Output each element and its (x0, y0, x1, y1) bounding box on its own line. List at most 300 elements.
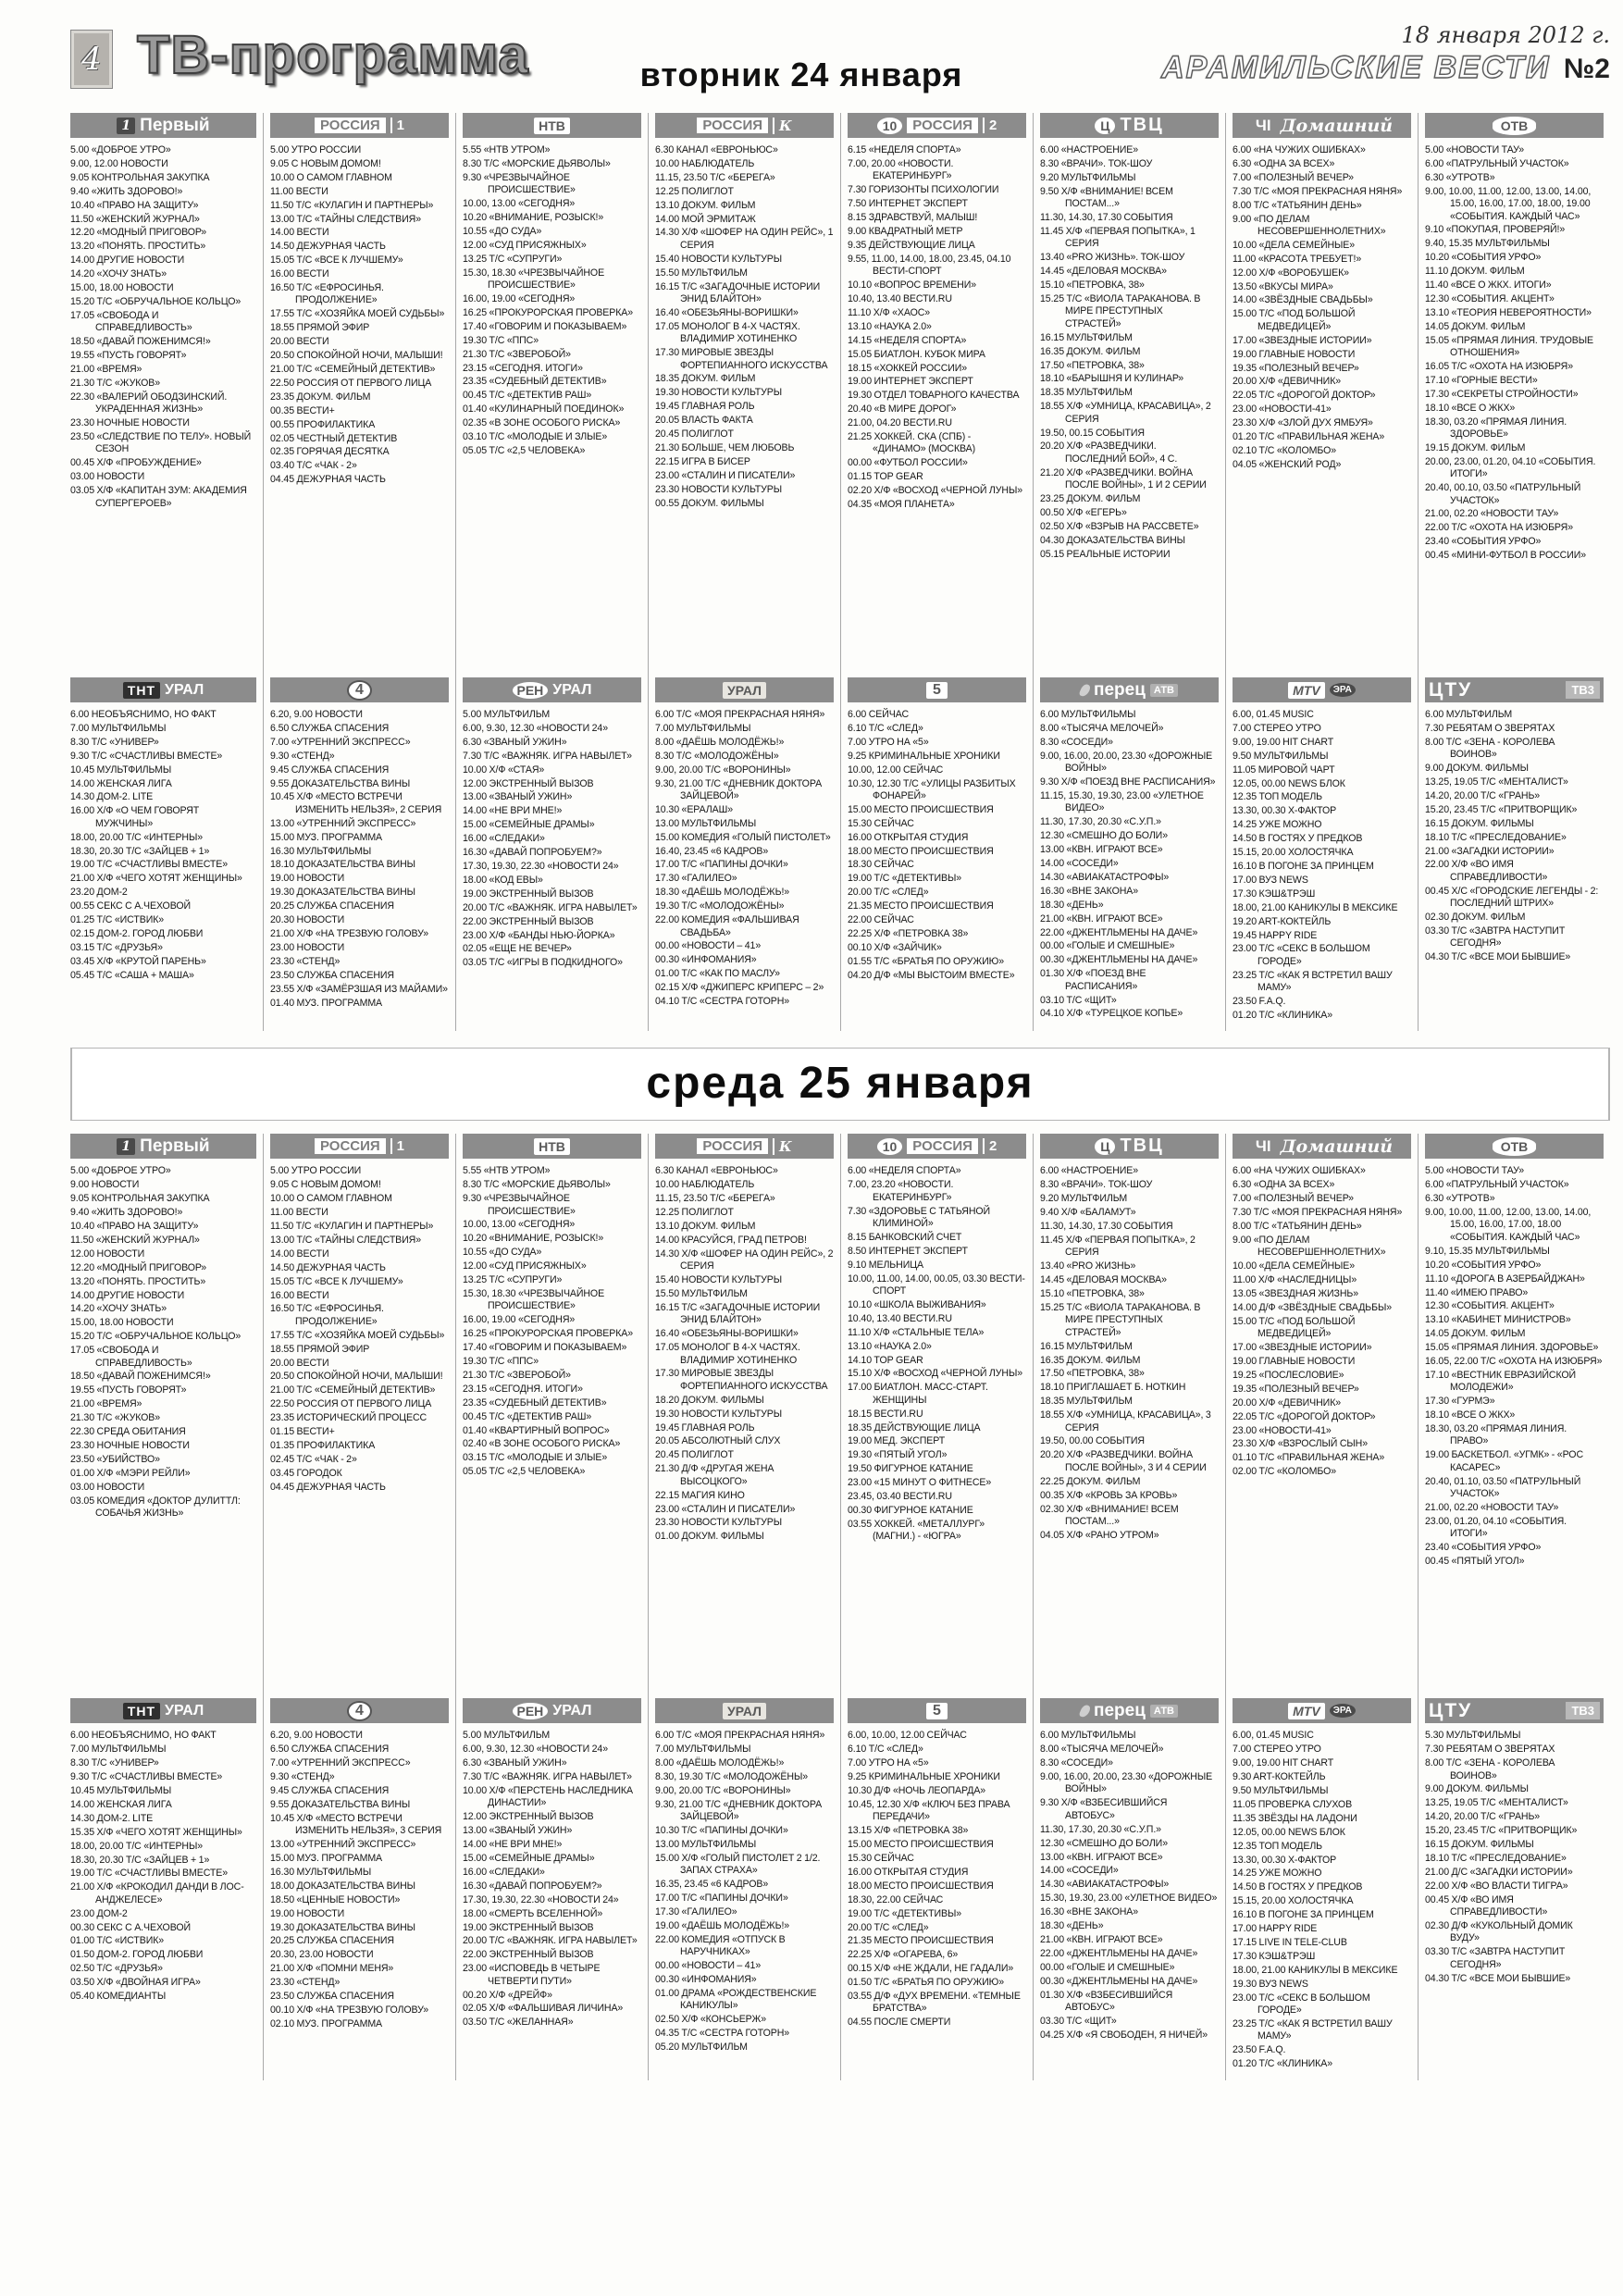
program-line: 23.35 ИСТОРИЧЕСКИЙ ПРОЦЕСС (270, 1412, 427, 1424)
program-line: 9.45 СЛУЖБА СПАСЕНИЯ (270, 763, 390, 776)
program-line: 18.20 ДОКУМ. ФИЛЬМЫ (655, 1394, 764, 1406)
program-line: 11.15, 23.50 Т/С «БЕРЕГА» (655, 171, 775, 183)
program-line: 15.05 БИАТЛОН. КУБОК МИРА (848, 348, 985, 360)
program-line: 10.00 «ДЕЛА СЕМЕЙНЫЕ» (1233, 239, 1356, 251)
program-line: 02.50 Т/С «ДРУЗЬЯ» (70, 1963, 163, 1975)
program-line: 15.30, 19.30, 23.00 «УЛЕТНОЕ ВИДЕО» (1040, 1893, 1218, 1905)
program-line: 02.45 Т/С «ЧАК - 2» (270, 1453, 357, 1465)
program-line: 23.50 «УБИЙСТВО» (70, 1453, 160, 1465)
program-line: 01.40 «КУЛИНАРНЫЙ ПОЕДИНОК» (463, 403, 625, 416)
program-line: 21.00 Х/Ф «НА ТРЕЗВУЮ ГОЛОВУ» (270, 928, 429, 939)
program-line: 15.20, 23.45 Т/С «ПРИТВОРЩИК» (1425, 803, 1578, 815)
program-line: 8.30 Т/С «МОРСКИЕ ДЬЯВОЛЫ» (463, 157, 611, 169)
program-line: 14.50 ДЕЖУРНАЯ ЧАСТЬ (270, 241, 386, 253)
program-line: 6.30 «ОДНА ЗА ВСЕХ» (1233, 157, 1335, 169)
program-line: 01.00 Х/Ф «МЭРИ РЕЙЛИ» (70, 1467, 191, 1479)
program-line: 18.10 Т/С «ПРЕСЛЕДОВАНИЕ» (1425, 831, 1567, 843)
program-line: 7.00, 20.00 «НОВОСТИ. ЕКАТЕРИНБУРГ» (848, 157, 954, 182)
program-line: 19.30 Т/С «ППС» (463, 334, 539, 346)
pervy-logo-icon: 1 (117, 1138, 135, 1155)
program-line: 15.00 «СЕМЕЙНЫЕ ДРАМЫ» (463, 1853, 595, 1864)
program-line: 18.10 ДОКАЗАТЕЛЬСТВА ВИНЫ (270, 859, 415, 871)
program-line: 7.30 ГОРИЗОНТЫ ПСИХОЛОГИИ (848, 184, 999, 196)
program-line: 00.35 ВЕСТИ+ (270, 404, 335, 416)
program-line: 00.35 Х/Ф «КРОВЬ ЗА КРОВЬ» (1040, 1489, 1178, 1501)
program-line: 11.40 «ВСЕ О ЖКХ. ИТОГИ» (1425, 279, 1552, 292)
program-line: 13.00 МУЛЬТФИЛЬМЫ (655, 817, 757, 829)
ural-logo-icon: УРАЛ (723, 682, 766, 699)
program-line: 21.30 Т/С «ЗВЕРОБОЙ» (463, 348, 571, 360)
program-line: 23.35 «СУДЕБНЫЙ ДЕТЕКТИВ» (463, 1396, 607, 1409)
program-line: 00.10 Х/Ф «ЗАЙЧИК» (848, 941, 942, 953)
program-line: 01.55 Т/С «БРАТЬЯ ПО ОРУЖИЮ» (848, 955, 1005, 967)
program-line: 23.15 «СЕГОДНЯ. ИТОГИ» (463, 362, 583, 374)
program-line: 18.10 «ВСЕ О ЖКХ» (1425, 1409, 1516, 1421)
page-title: ТВ-программа (137, 25, 529, 85)
program-line: 10.40 «ПРАВО НА ЗАЩИТУ» (70, 199, 199, 211)
channel-column (455, 113, 648, 1031)
program-line: 10.00 О САМОМ ГЛАВНОМ (270, 171, 392, 183)
program-line: 22.00 ЭКСТРЕННЫЙ ВЫЗОВ (463, 1949, 594, 1961)
program-line: 16.25 «ПРОКУРОРСКАЯ ПРОВЕРКА» (463, 1328, 634, 1340)
program-line: 8.15 ЗДРАВСТВУЙ, МАЛЫШ! (848, 212, 978, 224)
program-line: 21.30 Т/С «ЗВЕРОБОЙ» (463, 1369, 571, 1381)
pervy-logo-label: Первый (140, 115, 210, 135)
program-line: 03.50 Х/Ф «ДВОЙНАЯ ИГРА» (70, 1977, 201, 1989)
program-line: 04.05 «ЖЕНСКИЙ РОД» (1233, 458, 1342, 470)
channel-header-mtv (1233, 677, 1411, 702)
program-line: 14.30 «АВИАКАТАСТРОФЫ» (1040, 1879, 1170, 1891)
program-line: 10.00, 13.00 «СЕГОДНЯ» (463, 198, 576, 210)
program-line: 23.00, 01.20, 04.10 «СОБЫТИЯ. ИТОГИ» (1425, 1515, 1567, 1540)
program-line: 04.55 ПОСЛЕ СМЕРТИ (848, 2017, 951, 2029)
program-line: 20.25 СЛУЖБА СПАСЕНИЯ (270, 900, 394, 912)
listings-ren (463, 1730, 641, 2029)
program-line: 17.05 МОНОЛОГ В 4-Х ЧАСТЯХ. ВЛАДИМИР ХОТИНЕНКО (655, 320, 800, 345)
channel-header-domashny (1233, 1134, 1411, 1159)
program-line: 15.30, 18.30 «ЧРЕЗВЫЧАЙНОЕ ПРОИСШЕСТВИЕ» (463, 267, 605, 292)
program-line: 20.00 ВЕСТИ (270, 336, 329, 348)
program-line: 10.20 «СОБЫТИЯ УРФО» (1425, 1259, 1542, 1271)
program-line: 9.40 «ЖИТЬ ЗДОРОВО!» (70, 185, 183, 197)
channel-column (648, 113, 840, 1031)
program-line: 18.10 «БАРЫШНЯ И КУЛИНАР» (1040, 373, 1183, 385)
program-line: 14.50 В ГОСТЯХ У ПРЕДКОВ (1233, 1881, 1363, 1893)
program-line: 19.30 ВУЗ NEWS (1233, 1978, 1308, 1990)
program-line: 9.55, 11.00, 14.00, 18.00, 23.45, 04.10 ВЕСТИ-СПОРТ (848, 253, 1011, 278)
program-line: 00.55 ПРОФИЛАКТИКА (270, 418, 376, 430)
program-line: 10.45 Х/Ф «МЕСТО ВСТРЕЧИ ИЗМЕНИТЬ НЕЛЬЗЯ», 3 СЕРИЯ (270, 1812, 442, 1837)
program-line: 20.00, 23.00, 01.20, 04.10 «СОБЫТИЯ. ИТОГИ» (1425, 455, 1596, 480)
program-line: 17.10 «ГОРНЫЕ ВЕСТИ» (1425, 374, 1538, 386)
program-line: 23.40 «СОБЫТИЯ УРФО» (1425, 1542, 1542, 1554)
program-line: 16.40 «ОБЕЗЬЯНЫ-ВОРИШКИ» (655, 306, 799, 318)
program-line: 01.00 Т/С «ИСТВИК» (70, 1935, 165, 1947)
program-line: 22.05 Т/С «ДОРОГОЙ ДОКТОР» (1233, 1410, 1376, 1422)
program-line: 11.05 МИРОВОЙ ЧАРТ (1233, 763, 1335, 776)
program-line: 22.00 «ДЖЕНТЛЬМЕНЫ НА ДАЧЕ» (1040, 1947, 1198, 1959)
program-line: 23.30 НОЧНЫЕ НОВОСТИ (70, 1439, 190, 1451)
program-line: 23.40 «СОБЫТИЯ УРФО» (1425, 536, 1542, 548)
program-line: 6.00 Т/С «МОЯ ПРЕКРАСНАЯ НЯНЯ» (655, 1730, 825, 1742)
program-line: 9.00 «ПО ДЕЛАМ НЕСОВЕРШЕННОЛЕТНИХ» (1233, 1234, 1386, 1259)
program-line: 8.30 «ВРАЧИ». ТОК-ШОУ (1040, 1179, 1153, 1191)
program-line: 10.00, 13.00 «СЕГОДНЯ» (463, 1219, 576, 1231)
program-line: 00.30 «ИНФОМАНИЯ» (655, 954, 757, 966)
program-line: 18.30 СЕЙЧАС (848, 859, 914, 871)
program-line: 19.00 Т/С «ДЕТЕКТИВЫ» (848, 873, 962, 885)
tnt-logo-icon: ТНТ (123, 1703, 160, 1719)
program-line: 05.45 Т/С «САША + МАША» (70, 969, 194, 981)
program-line: 21.25 ХОККЕЙ. СКА (СПБ) - «ДИНАМО» (МОСКВА) (848, 431, 976, 455)
program-line: 14.00 ВЕСТИ (270, 1247, 329, 1260)
program-line: 9.10, 15.35 МУЛЬТФИЛЬМЫ (1425, 1245, 1550, 1257)
pervy-logo-icon: 1 (117, 118, 135, 134)
program-line: 13.00 Т/С «ТАЙНЫ СЛЕДСТВИЯ» (270, 1234, 422, 1246)
program-line: 9.25 КРИМИНАЛЬНЫЕ ХРОНИКИ (848, 750, 1000, 762)
day-section-wednesday (70, 1048, 1610, 2079)
program-line: 10.00 «ДЕЛА СЕМЕЙНЫЕ» (1233, 1260, 1356, 1272)
program-line: 14.10 TOP GEAR (848, 1354, 923, 1366)
program-line: 9.45 СЛУЖБА СПАСЕНИЯ (270, 1784, 390, 1796)
program-line: 18.30 «ДЕНЬ» (1040, 899, 1104, 911)
program-line: 00.55 СЕКС С А.ЧЕХОВОЙ (70, 900, 191, 912)
program-line: 17.15 LIVE IN TELE-CLUB (1233, 1936, 1347, 1948)
program-line: 23.00 «НОВОСТИ-41» (1233, 1424, 1332, 1436)
program-line: 12.30 «СМЕШНО ДО БОЛИ» (1040, 1837, 1168, 1849)
program-line: 11.50 «ЖЕНСКИЙ ЖУРНАЛ» (70, 213, 200, 225)
program-line: 18.50 «ДАВАЙ ПОЖЕНИМСЯ!» (70, 1371, 211, 1383)
channel-header-rossiyak (655, 113, 834, 138)
channel-column (1033, 113, 1225, 1031)
program-line: 9.30 Х/Ф «ПОЕЗД ВНЕ РАСПИСАНИЯ» (1040, 776, 1216, 788)
program-line: 02.35 ГОРЯЧАЯ ДЕСЯТКА (270, 446, 390, 458)
program-line: 19.00 МЕД. ЭКСПЕРТ (848, 1435, 946, 1447)
program-line: 00.45 Х/Ф «ПРОБУЖДЕНИЕ» (70, 457, 202, 469)
program-line: 7.30 РЕБЯТАМ О ЗВЕРЯТАХ (1425, 722, 1555, 734)
program-line: 23.35 ДОКУМ. ФИЛЬМ (270, 391, 371, 403)
program-line: 00.45 «МИНИ-ФУТБОЛ В РОССИИ» (1425, 550, 1587, 562)
program-line: 03.00 НОВОСТИ (70, 1481, 145, 1493)
program-line: 17.30, 19.30, 22.30 «НОВОСТИ 24» (463, 1893, 619, 1905)
program-line: 16.15 Т/С «ЗАГАДОЧНЫЕ ИСТОРИИ ЭНИД БЛАЙТОН» (655, 280, 821, 304)
program-line: 20.45 ПОЛИГЛОТ (655, 1449, 734, 1461)
program-line: 17.05 «СВОБОДА И СПРАВЕДЛИВОСТЬ» (70, 309, 192, 334)
program-line: 19.30 Т/С «МОЛОДОЖЁНЫ» (655, 900, 785, 912)
program-line: 10.20 «ВНИМАНИЕ, РОЗЫСК!» (463, 1233, 604, 1245)
program-line: 14.20, 20.00 Т/С «ГРАНЬ» (1425, 789, 1541, 801)
program-line: 21.00 Т/С «СЕМЕЙНЫЙ ДЕТЕКТИВ» (270, 1384, 436, 1396)
program-line: 01.40 «КВАРТИРНЫЙ ВОПРОС» (463, 1424, 610, 1436)
listings-ch4 (270, 1730, 449, 2030)
program-line: 21.30 Д/Ф «ДРУГАЯ ЖЕНА ВЫСОЦКОГО» (655, 1463, 774, 1487)
listings-mtv (1233, 709, 1411, 1022)
program-line: 16.35 ДОКУМ. ФИЛЬМ (1040, 345, 1141, 357)
program-line: 7.00 СТЕРЕО УТРО (1233, 1744, 1321, 1756)
program-line: 01.50 Т/С «БРАТЬЯ ПО ОРУЖИЮ» (848, 1977, 1005, 1989)
program-line: 00.50 Х/Ф «ЕГЕРЬ» (1040, 506, 1127, 518)
channel-header-ural (655, 677, 834, 702)
program-line: 17.00 ВУЗ NEWS (1233, 874, 1308, 886)
program-line: 02.15 ДОМ-2. ГОРОД ЛЮБВИ (70, 928, 204, 939)
page-number-box (70, 30, 113, 89)
program-line: 9.10 «ПОКУПАЯ, ПРОВЕРЯЙ!» (1425, 224, 1566, 236)
program-line: 6.00 «НАСТРОЕНИЕ» (1040, 144, 1139, 155)
program-line: 6.00 МУЛЬТФИЛЬМ (1425, 709, 1513, 720)
program-line: 13.00 «КВН. ИГРАЮТ ВСЕ» (1040, 844, 1163, 856)
program-line: 7.00 «УТРЕННИЙ ЭКСПРЕСС» (270, 736, 411, 748)
program-line: 7.30 Т/С «МОЯ ПРЕКРАСНАЯ НЯНЯ» (1233, 1207, 1403, 1219)
program-line: 19.00 ЭКСТРЕННЫЙ ВЫЗОВ (463, 887, 594, 900)
program-line: 23.00 Т/С «СЕКС В БОЛЬШОМ ГОРОДЕ» (1233, 943, 1370, 967)
channel-header-perec (1040, 1698, 1219, 1723)
program-line: 5.00 «ДОБРОЕ УТРО» (70, 1165, 171, 1177)
program-line: 15.05 Т/С «ВСЕ К ЛУЧШЕМУ» (270, 1275, 403, 1287)
tvc-logo-icon: Ц (1095, 1138, 1115, 1155)
program-line: 23.30 «СТЕНД» (270, 1977, 341, 1989)
program-line: 01.00 ДРАМА «РОЖДЕСТВЕНСКИЕ КАНИКУЛЫ» (655, 1988, 817, 2012)
program-line: 9.00 КВАДРАТНЫЙ МЕТР (848, 225, 963, 237)
program-line: 17.50 «ПЕТРОВКА, 38» (1040, 359, 1145, 371)
program-line: 10.45 МУЛЬТФИЛЬМЫ (70, 763, 172, 776)
channel-column (840, 113, 1033, 1031)
program-line: 14.00 «НЕ ВРИ МНЕ!» (463, 1839, 563, 1851)
program-line: 19.50, 00.00 СОБЫТИЯ (1040, 1435, 1145, 1447)
program-line: 02.50 Х/Ф «ВЗРЫВ НА РАССВЕТЕ» (1040, 520, 1199, 532)
program-line: 13.25, 19.05 Т/С «МЕНТАЛИСТ» (1425, 1797, 1568, 1809)
program-line: 10.20 «ВНИМАНИЕ, РОЗЫСК!» (463, 212, 604, 224)
channel-header-rossiya2 (848, 1134, 1026, 1159)
program-line: 17.00 «ЗВЕЗДНЫЕ ИСТОРИИ» (1233, 1342, 1372, 1354)
program-line: 18.00 «СМЕРТЬ ВСЕЛЕННОЙ» (463, 1907, 603, 1919)
program-line: 18.30 «ДЕНЬ» (1040, 1920, 1104, 1932)
program-line: 19.00 Т/С «СЧАСТЛИВЫ ВМЕСТЕ» (70, 1868, 229, 1880)
program-line: 18.50 «ДАВАЙ ПОЖЕНИМСЯ!» (70, 336, 211, 348)
program-line: 6.10 Т/С «СЛЕД» (848, 722, 923, 734)
program-line: 18.10 «ВСЕ О ЖКХ» (1425, 402, 1516, 414)
program-line: 17.30 МИРОВЫЕ ЗВЕЗДЫ ФОРТЕПИАННОГО ИСКУССТВА (655, 347, 828, 371)
program-line: 15.00 МУЗ. ПРОГРАММА (270, 831, 383, 843)
mtv-logo-icon: MTV (1288, 682, 1325, 699)
program-line: 15.05 Т/С «ВСЕ К ЛУЧШЕМУ» (270, 254, 403, 267)
program-line: 13.00 Т/С «ТАЙНЫ СЛЕДСТВИЯ» (270, 213, 422, 225)
program-line: 14.00 МОЙ ЭРМИТАЖ (655, 213, 756, 225)
program-line: 13.10 ДОКУМ. ФИЛЬМ (655, 1220, 756, 1232)
channel-grid-wednesday (70, 1134, 1610, 2079)
program-line: 15.25 Т/С «ВИОЛА ТАРАКАНОВА. В МИРЕ ПРЕСТУПНЫХ СТРАСТЕЙ» (1040, 1301, 1201, 1338)
program-line: 19.35 «ПОЛЕЗНЫЙ ВЕЧЕР» (1233, 362, 1359, 374)
program-line: 9.20 МУЛЬТФИЛЬМЫ (1040, 171, 1136, 183)
program-line: 13.00 «ЗВАНЫЙ УЖИН» (463, 1825, 573, 1837)
program-line: 5.00 МУЛЬТФИЛЬМ (463, 1730, 551, 1742)
program-line: 21.30 Т/С «ЖУКОВ» (70, 377, 161, 389)
ren-logo-label: УРАЛ (552, 681, 592, 698)
program-line: 12.00 ЭКСТРЕННЫЙ ВЫЗОВ (463, 1811, 594, 1823)
program-line: 5.30 МУЛЬТФИЛЬМЫ (1425, 1730, 1521, 1742)
program-line: 10.20 «СОБЫТИЯ УРФО» (1425, 252, 1542, 264)
program-line: 23.25 Т/С «КАК Я ВСТРЕТИЛ ВАШУ МАМУ» (1233, 2017, 1393, 2042)
program-line: 23.00 «СТАЛИН И ПИСАТЕЛИ» (655, 1503, 796, 1515)
rossiya2-logo-label: РОССИЯ (907, 118, 978, 133)
program-line: 12.35 ТОП МОДЕЛЬ (1233, 1840, 1323, 1852)
program-line: 7.50 ИНТЕРНЕТ ЭКСПЕРТ (848, 198, 968, 210)
program-line: 14.00 ДРУГИЕ НОВОСТИ (70, 254, 185, 267)
program-line: 6.00 НЕОБЪЯСНИМО, НО ФАКТ (70, 1730, 217, 1742)
program-line: 7.30 Т/С «ВАЖНЯК. ИГРА НАВЫЛЕТ» (463, 750, 632, 762)
program-line: 17.00 HAPPY RIDE (1233, 1923, 1318, 1935)
listings-tvc (1040, 144, 1219, 668)
program-line: 16.10 В ПОГОНЕ ЗА ПРИНЦЕМ (1233, 1909, 1374, 1921)
program-line: 12.30 «СОБЫТИЯ. АКЦЕНТ» (1425, 1300, 1555, 1312)
program-line: 02.30 Д/Ф «КУКОЛЬНЫЙ ДОМИК ВУДУ» (1425, 1920, 1573, 1944)
program-line: 6.00 Т/С «МОЯ ПРЕКРАСНАЯ НЯНЯ» (655, 709, 825, 720)
listings-ch5 (848, 1730, 1026, 2029)
program-line: 10.45, 12.30 Х/Ф «КЛЮЧ БЕЗ ПРАВА ПЕРЕДАЧИ» (848, 1798, 1010, 1823)
rossiya1-logo-label: РОССИЯ (315, 1138, 386, 1154)
program-line: 03.30 Т/С «ЗАВТРА НАСТУПИТ СЕГОДНЯ» (1425, 925, 1566, 949)
perec-logo-label: перец (1094, 679, 1146, 700)
program-line: 9.30 Т/С «СЧАСТЛИВЫ ВМЕСТЕ» (70, 1771, 223, 1783)
program-line: 02.35 «В ЗОНЕ ОСОБОГО РИСКА» (463, 417, 621, 429)
program-line: 8.00 Т/С «ЗЕНА - КОРОЛЕВА ВОИНОВ» (1425, 1757, 1555, 1781)
program-line: 6.30 КАНАЛ «ЕВРОНЬЮС» (655, 1165, 778, 1177)
program-line: 6.30 «ЗВАНЫЙ УЖИН» (463, 1757, 567, 1769)
channel-header-tnt (70, 1698, 256, 1723)
program-line: 7.00 МУЛЬТФИЛЬМЫ (70, 1744, 167, 1756)
listings-rossiya2 (848, 1165, 1026, 1689)
program-line: 04.35 «МОЯ ПЛАНЕТА» (848, 499, 955, 511)
program-line: 14.00 «СОСЕДИ» (1040, 1865, 1119, 1877)
program-line: 6.30 КАНАЛ «ЕВРОНЬЮС» (655, 144, 778, 155)
program-line: 17.30 «СЕКРЕТЫ СТРОЙНОСТИ» (1425, 388, 1579, 400)
listings-perec (1040, 709, 1219, 1021)
otv-logo-icon: ОТВ (1493, 1137, 1537, 1156)
program-line: 7.00 МУЛЬТФИЛЬМЫ (655, 722, 751, 734)
program-line: 15.50 МУЛЬТФИЛЬМ (655, 1288, 748, 1299)
listings-domashny (1233, 144, 1411, 668)
program-line: 8.00 «ДАЁШЬ МОЛОДЁЖЬ!» (655, 736, 785, 748)
program-line: 16.25 «ПРОКУРОРСКАЯ ПРОВЕРКА» (463, 306, 634, 318)
program-line: 9.30 «СТЕНД» (270, 1771, 335, 1783)
program-line: 12.00 «СУД ПРИСЯЖНЫХ» (463, 239, 587, 251)
program-line: 6.00 НЕОБЪЯСНИМО, НО ФАКТ (70, 709, 217, 720)
program-line: 11.30, 17.30, 20.30 «С.У.П.» (1040, 1823, 1161, 1835)
program-line: 15.20 Т/С «ОБРУЧАЛЬНОЕ КОЛЬЦО» (70, 295, 242, 307)
program-line: 14.30 Х/Ф «ШОФЕР НА ОДИН РЕЙС», 2 СЕРИЯ (655, 1247, 834, 1272)
program-line: 8.50 ИНТЕРНЕТ ЭКСПЕРТ (848, 1245, 968, 1257)
program-line: 00.45 Х/Ф «ВО ИМЯ СПРАВЕДЛИВОСТИ» (1425, 1893, 1548, 1918)
channel-column (1418, 1134, 1610, 2079)
day-heading-wednesday: среда 25 января (70, 1048, 1610, 1121)
program-line: 9.40 «ЖИТЬ ЗДОРОВО!» (70, 1207, 183, 1219)
program-line: 19.00 НОВОСТИ (270, 873, 345, 885)
program-line: 22.15 ИГРА В БИСЕР (655, 455, 750, 467)
program-line: 9.05 КОНТРОЛЬНАЯ ЗАКУПКА (70, 171, 210, 183)
program-line: 14.30 ДОМ-2. LITE (70, 791, 154, 803)
program-line: 18.30, 22.00 СЕЙЧАС (848, 1893, 944, 1905)
program-line: 7.00 «ПОЛЕЗНЫЙ ВЕЧЕР» (1233, 171, 1354, 183)
otv-logo-icon: ОТВ (1493, 117, 1537, 135)
program-line: 22.00 ЭКСТРЕННЫЙ ВЫЗОВ (463, 915, 594, 927)
program-line: 14.00 ЖЕНСКАЯ ЛИГА (70, 1798, 172, 1810)
program-line: 04.10 Х/Ф «ТУРЕЦКОЕ КОПЬЕ» (1040, 1008, 1183, 1020)
program-line: 7.30 Т/С «МОЯ ПРЕКРАСНАЯ НЯНЯ» (1233, 185, 1403, 197)
program-line: 14.15 «НЕДЕЛЯ СПОРТА» (848, 334, 967, 346)
program-line: 19.30 «ПЯТЫЙ УГОЛ» (848, 1449, 948, 1461)
program-line: 21.00, 02.20 «НОВОСТИ ТАУ» (1425, 1502, 1559, 1513)
program-line: 00.00 «НОВОСТИ – 41» (655, 1960, 762, 1972)
program-line: 01.00 ДОКУМ. ФИЛЬМЫ (655, 1531, 764, 1543)
program-line: 18.00 МЕСТО ПРОИСШЕСТВИЯ (848, 1880, 994, 1892)
program-line: 18.15 «ХОККЕЙ РОССИИ» (848, 362, 968, 374)
program-line: 13.10 «НАУКА 2.0» (848, 320, 932, 332)
channel-header-rossiya1 (270, 113, 449, 138)
program-line: 7.00 СТЕРЕО УТРО (1233, 722, 1321, 734)
program-line: 8.30 Т/С «МОРСКИЕ ДЬЯВОЛЫ» (463, 1179, 611, 1191)
program-line: 18.10 ПРИГЛАШАЕТ Б. НОТКИН (1040, 1382, 1186, 1394)
program-line: 14.00 ВЕСТИ (270, 227, 329, 239)
program-line: 13.30, 00.30 Х-ФАКТОР (1233, 805, 1337, 817)
program-line: 05.15 РЕАЛЬНЫЕ ИСТОРИИ (1040, 548, 1171, 560)
program-line: 22.15 МАГИЯ КИНО (655, 1489, 745, 1501)
ntv-logo-icon: НТВ (534, 118, 570, 134)
program-line: 00.45 Т/С «ДЕТЕКТИВ РАШ» (463, 390, 592, 402)
channel-header-otv (1425, 113, 1604, 138)
program-line: 02.05 Х/Ф «ФАЛЬШИВАЯ ЛИЧИНА» (463, 2003, 624, 2015)
program-line: 17.00 Т/С «ПАПИНЫ ДОЧКИ» (655, 859, 788, 871)
program-line: 22.00 КОМЕДИЯ «ФАЛЬШИВАЯ СВАДЬБА» (655, 914, 799, 938)
program-line: 00.30 «ИНФОМАНИЯ» (655, 1974, 757, 1986)
program-line: 15.40 НОВОСТИ КУЛЬТУРЫ (655, 1274, 782, 1286)
program-line: 16.00 ВЕСТИ (270, 1289, 329, 1301)
program-line: 05.40 КОМЕДИАНТЫ (70, 1991, 167, 2003)
channel-header-otv (1425, 1134, 1604, 1159)
program-line: 20.00 Т/С «ВАЖНЯК. ИГРА НАВЫЛЕТ» (463, 1935, 638, 1947)
program-line: 10.00, 11.00, 14.00, 00.05, 03.30 ВЕСТИ-СПОРТ (848, 1272, 1025, 1297)
program-line: 16.15 МУЛЬТФИЛЬМ (1040, 331, 1133, 343)
program-line: 11.40 «ИМЕЮ ПРАВО» (1425, 1286, 1529, 1298)
tvc-logo-icon: Ц (1095, 118, 1115, 134)
program-line: 19.30 ДОКАЗАТЕЛЬСТВА ВИНЫ (270, 1921, 415, 1933)
pepper-icon (1079, 1704, 1092, 1719)
program-line: 8.30, 19.30 Т/С «МОЛОДОЖЁНЫ» (655, 1771, 809, 1783)
program-line: 01.20 Т/С «КЛИНИКА» (1233, 2058, 1332, 2070)
program-line: 19.30 Т/С «ППС» (463, 1356, 539, 1368)
ural-logo-icon: УРАЛ (723, 1703, 766, 1719)
program-line: 15.00 МУЗ. ПРОГРАММА (270, 1853, 383, 1864)
listings-tnt (70, 1730, 256, 2003)
program-line: 14.50 ДЕЖУРНАЯ ЧАСТЬ (270, 1261, 386, 1273)
program-line: 19.55 «ПУСТЬ ГОВОРЯТ» (70, 1384, 187, 1396)
program-line: 9.00 НОВОСТИ (70, 1179, 140, 1191)
listings-pervy (70, 144, 256, 668)
program-line: 8.30 «СОСЕДИ» (1040, 1757, 1113, 1769)
program-line: 00.00 «ФУТБОЛ РОССИИ» (848, 457, 968, 469)
program-line: 03.30 Т/С «ЩИТ» (1040, 2015, 1117, 2027)
program-line: 03.15 Т/С «ДРУЗЬЯ» (70, 941, 163, 953)
mtv-logo-tag: ЭРА (1330, 1704, 1356, 1718)
program-line: 9.30 ART-КОКТЕЙЛЬ (1233, 1771, 1326, 1783)
program-line: 9.30 «ЧРЕЗВЫЧАЙНОЕ ПРОИСШЕСТВИЕ» (463, 1193, 576, 1217)
program-line: 12.00 НОВОСТИ (70, 1247, 145, 1260)
program-line: 20.40 «В МИРЕ ДОРОГ» (848, 403, 957, 416)
program-line: 21.00 «КВН. ИГРАЮТ ВСЕ» (1040, 912, 1163, 925)
ren-logo-label: УРАЛ (552, 1702, 592, 1719)
program-line: 17.05 МОНОЛОГ В 4-Х ЧАСТЯХ. ВЛАДИМИР ХОТИНЕНКО (655, 1342, 800, 1366)
program-line: 17.30 «ГАЛИЛЕО» (655, 1906, 737, 1918)
program-line: 03.45 ГОРОДОК (270, 1467, 342, 1479)
program-line: 7.00 «ПОЛЕЗНЫЙ ВЕЧЕР» (1233, 1193, 1354, 1205)
